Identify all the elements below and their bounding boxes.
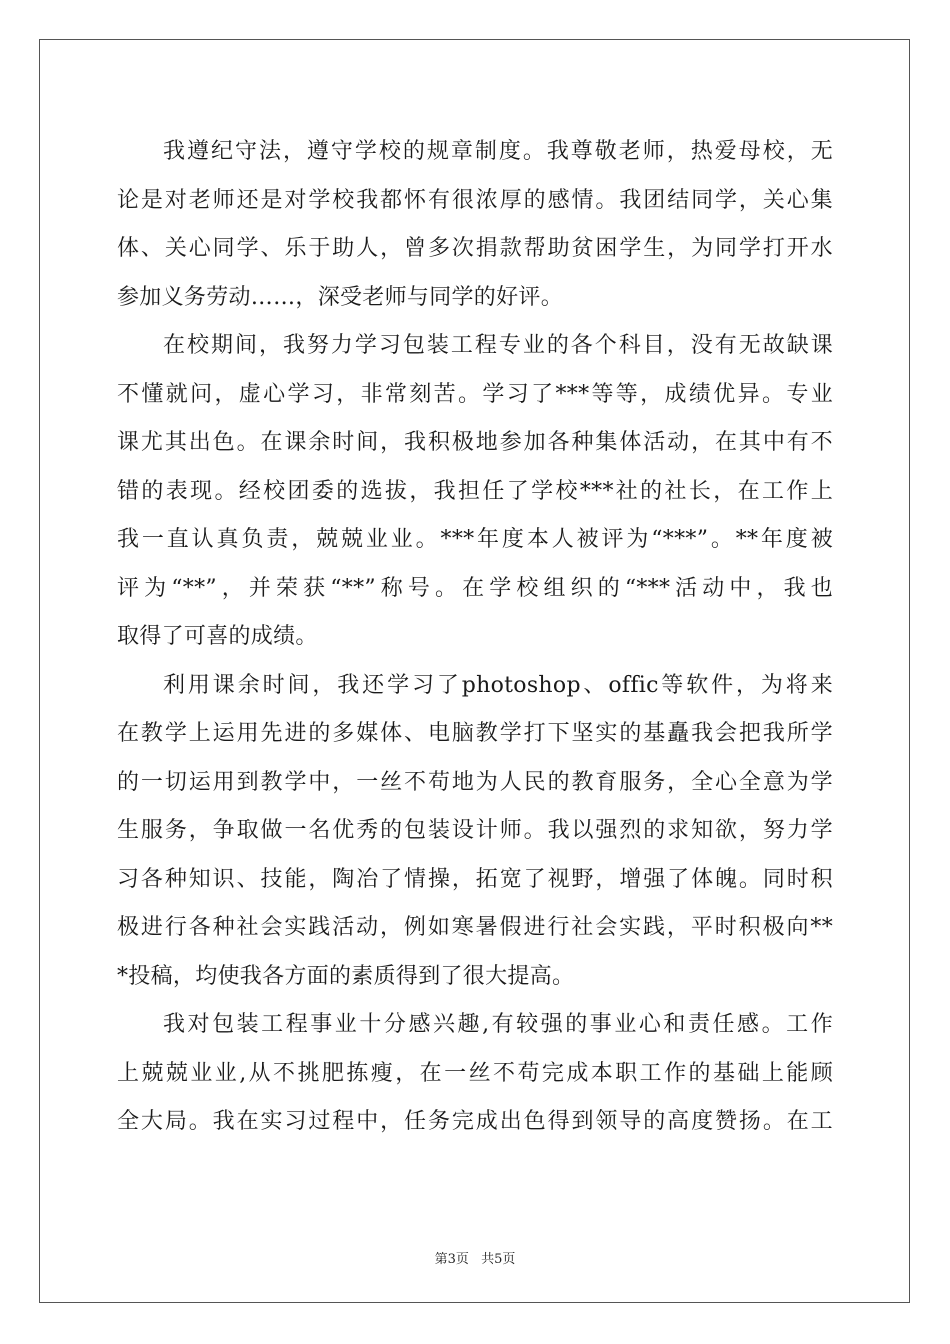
text-line: 生服务，争取做一名优秀的包装设计师。我以强烈的求知欲，努力学 [117,818,833,843]
text-line: 课尤其出色。在课余时间，我积极地参加各种集体活动，在其中有不 [117,430,833,455]
text-line: 全大局。我在实习过程中，任务完成出色得到领导的高度赞扬。在工 [117,1109,833,1134]
text-line: 不懂就问，虚心学习，非常刻苦。学习了***等等，成绩优异。专业 [117,381,833,407]
text-line: 在校期间，我努力学习包装工程专业的各个科目，没有无故缺课 [163,333,833,358]
document-body [117,128,833,1147]
paragraph-1 [117,128,833,322]
text-line: 我对包装工程事业十分感兴趣,有较强的事业心和责任感。工作 [163,1012,833,1037]
text-line: *投稿，均使我各方面的素质得到了很大提高。 [117,963,575,989]
text-line: 我遵纪守法，遵守学校的规章制度。我尊敬老师，热爱母校，无 [163,139,833,164]
text-line: 错的表现。经校团委的选拔，我担任了学校***社的社长，在工作上 [117,478,833,504]
page-number: 第3页 [434,1252,469,1267]
text-line: 的一切运用到教学中，一丝不苟地为人民的教育服务，全心全意为学 [117,769,833,795]
paragraph-2 [117,322,833,662]
text-line: 论是对老师还是对学校我都怀有很浓厚的感情。我团结同学，关心集 [117,187,833,213]
text-line: 我一直认真负责，兢兢业业。***年度本人被评为“***”。**年度被 [117,527,833,552]
paragraph-3 [117,662,833,1002]
text-line: 上兢兢业业,从不挑肥拣瘦，在一丝不苟完成本职工作的基础上能顾 [117,1060,833,1086]
paragraph-4 [117,1001,833,1147]
page-total: 共5页 [481,1252,516,1267]
text-line: 极进行各种社会实践活动，例如寒暑假进行社会实践，平时积极向** [117,915,833,940]
page-footer [0,1248,950,1267]
text-line: 体、关心同学、乐于助人，曾多次捐款帮助贫困学生，为同学打开水 [117,236,833,261]
text-line: 取得了可喜的成绩。 [117,624,318,649]
text-line: 参加义务劳动……，深受老师与同学的好评。 [117,284,564,310]
text-line: 习各种知识、技能，陶冶了情操，拓宽了视野，增强了体魄。同时积 [117,866,833,892]
text-line: 在教学上运用先进的多媒体、电脑教学打下坚实的基矗我会把我所学 [117,721,833,746]
text-line: 评为“**”，并荣获“**”称号。在学校组织的“***活动中，我也 [117,575,833,601]
text-line: 利用课余时间，我还学习了photoshop、offic等软件，为将来 [163,672,833,698]
